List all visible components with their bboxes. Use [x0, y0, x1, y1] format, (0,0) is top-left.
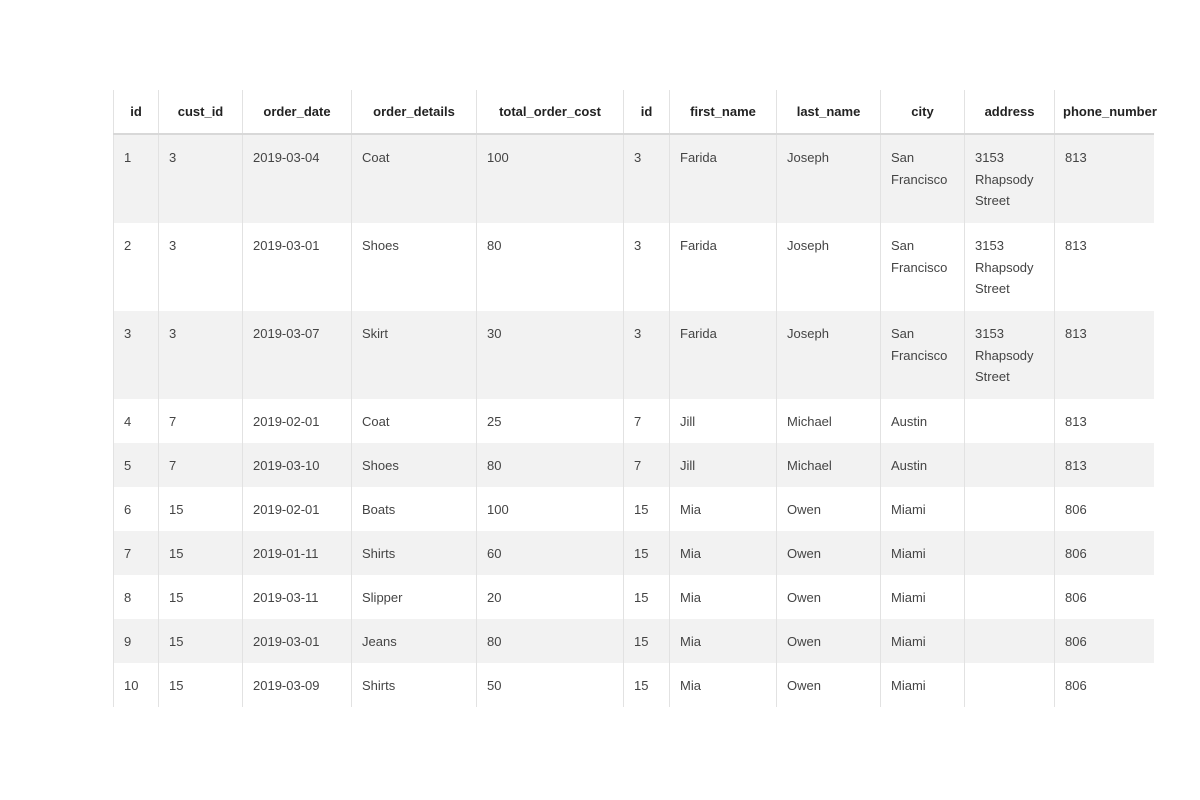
phone-number-cell: 806 [1055, 663, 1154, 707]
order-id-cell: 10 [114, 663, 159, 707]
column-header-first-name[interactable]: first_name [670, 90, 777, 134]
order-details-cell: Coat [352, 399, 477, 443]
table-row[interactable] [114, 399, 1154, 443]
order-id-cell: 3 [114, 311, 159, 399]
cust-id-cell: 15 [159, 575, 243, 619]
last-name-cell: Owen [777, 619, 881, 663]
column-header-order-date[interactable]: order_date [243, 90, 352, 134]
address-cell: 3153 Rhapsody Street [965, 311, 1055, 399]
order-id-cell: 1 [114, 134, 159, 223]
order-date-cell: 2019-02-01 [243, 399, 352, 443]
total-order-cost-cell: 80 [477, 223, 624, 311]
city-cell: Miami [881, 619, 965, 663]
customer-id-cell: 15 [624, 619, 670, 663]
order-id-cell: 4 [114, 399, 159, 443]
total-order-cost-cell: 50 [477, 663, 624, 707]
total-order-cost-cell: 100 [477, 134, 624, 223]
table-row[interactable] [114, 487, 1154, 531]
last-name-cell: Joseph [777, 134, 881, 223]
cust-id-cell: 3 [159, 223, 243, 311]
last-name-cell: Owen [777, 531, 881, 575]
phone-number-cell: 813 [1055, 223, 1154, 311]
customer-id-cell: 15 [624, 487, 670, 531]
first-name-cell: Farida [670, 223, 777, 311]
order-id-cell: 2 [114, 223, 159, 311]
cust-id-cell: 7 [159, 443, 243, 487]
first-name-cell: Mia [670, 619, 777, 663]
order-date-cell: 2019-03-09 [243, 663, 352, 707]
header-row [114, 90, 1154, 134]
cust-id-cell: 3 [159, 134, 243, 223]
results-table [113, 90, 1157, 707]
total-order-cost-cell: 80 [477, 443, 624, 487]
cust-id-cell: 15 [159, 619, 243, 663]
order-id-cell: 5 [114, 443, 159, 487]
column-header-city[interactable]: city [881, 90, 965, 134]
phone-number-cell: 813 [1055, 399, 1154, 443]
phone-number-cell: 806 [1055, 487, 1154, 531]
last-name-cell: Owen [777, 575, 881, 619]
first-name-cell: Mia [670, 663, 777, 707]
first-name-cell: Mia [670, 575, 777, 619]
address-cell [965, 663, 1055, 707]
customer-id-cell: 3 [624, 223, 670, 311]
total-order-cost-cell: 60 [477, 531, 624, 575]
city-cell: Miami [881, 663, 965, 707]
order-details-cell: Shoes [352, 443, 477, 487]
city-cell: San Francisco [881, 311, 965, 399]
total-order-cost-cell: 30 [477, 311, 624, 399]
order-details-cell: Coat [352, 134, 477, 223]
column-header-address[interactable]: address [965, 90, 1055, 134]
first-name-cell: Mia [670, 487, 777, 531]
first-name-cell: Jill [670, 443, 777, 487]
table-row[interactable] [114, 575, 1154, 619]
cust-id-cell: 3 [159, 311, 243, 399]
customer-id-cell: 15 [624, 531, 670, 575]
order-details-cell: Skirt [352, 311, 477, 399]
total-order-cost-cell: 25 [477, 399, 624, 443]
table-row[interactable] [114, 443, 1154, 487]
address-cell [965, 443, 1055, 487]
total-order-cost-cell: 20 [477, 575, 624, 619]
city-cell: San Francisco [881, 223, 965, 311]
order-details-cell: Shirts [352, 531, 477, 575]
last-name-cell: Joseph [777, 311, 881, 399]
phone-number-cell: 813 [1055, 311, 1154, 399]
last-name-cell: Joseph [777, 223, 881, 311]
total-order-cost-cell: 100 [477, 487, 624, 531]
phone-number-cell: 806 [1055, 619, 1154, 663]
order-date-cell: 2019-02-01 [243, 487, 352, 531]
address-cell [965, 619, 1055, 663]
phone-number-cell: 806 [1055, 575, 1154, 619]
city-cell: San Francisco [881, 134, 965, 223]
customer-id-cell: 15 [624, 663, 670, 707]
city-cell: Miami [881, 487, 965, 531]
cust-id-cell: 7 [159, 399, 243, 443]
order-id-cell: 9 [114, 619, 159, 663]
results-table-viewport[interactable] [113, 90, 1157, 708]
last-name-cell: Owen [777, 487, 881, 531]
customer-id-cell: 3 [624, 311, 670, 399]
cust-id-cell: 15 [159, 531, 243, 575]
table-body [114, 134, 1154, 707]
customer-id-cell: 7 [624, 399, 670, 443]
first-name-cell: Mia [670, 531, 777, 575]
order-date-cell: 2019-03-04 [243, 134, 352, 223]
table-header [114, 90, 1157, 134]
address-cell [965, 531, 1055, 575]
first-name-cell: Farida [670, 311, 777, 399]
city-cell: Austin [881, 399, 965, 443]
order-date-cell: 2019-03-01 [243, 223, 352, 311]
order-date-cell: 2019-03-07 [243, 311, 352, 399]
address-cell [965, 487, 1055, 531]
order-date-cell: 2019-01-11 [243, 531, 352, 575]
order-details-cell: Shirts [352, 663, 477, 707]
column-header-order-id[interactable]: id [114, 90, 159, 134]
phone-number-cell: 813 [1055, 443, 1154, 487]
order-date-cell: 2019-03-01 [243, 619, 352, 663]
order-details-cell: Slipper [352, 575, 477, 619]
customer-id-cell: 3 [624, 134, 670, 223]
column-header-phone-number[interactable]: phone_number [1055, 90, 1154, 134]
column-header-total-order-cost[interactable]: total_order_cost [477, 90, 624, 134]
order-date-cell: 2019-03-11 [243, 575, 352, 619]
order-details-cell: Boats [352, 487, 477, 531]
column-header-cust-id[interactable]: cust_id [159, 90, 243, 134]
address-cell [965, 399, 1055, 443]
column-header-order-details[interactable]: order_details [352, 90, 477, 134]
order-details-cell: Jeans [352, 619, 477, 663]
address-cell: 3153 Rhapsody Street [965, 134, 1055, 223]
table-row[interactable] [114, 531, 1154, 575]
phone-number-cell: 813 [1055, 134, 1154, 223]
total-order-cost-cell: 80 [477, 619, 624, 663]
first-name-cell: Farida [670, 134, 777, 223]
column-header-last-name[interactable]: last_name [777, 90, 881, 134]
table-row[interactable] [114, 134, 1154, 223]
table-row[interactable] [114, 311, 1154, 399]
order-date-cell: 2019-03-10 [243, 443, 352, 487]
address-cell [965, 575, 1055, 619]
first-name-cell: Jill [670, 399, 777, 443]
cust-id-cell: 15 [159, 663, 243, 707]
city-cell: Miami [881, 575, 965, 619]
order-details-cell: Shoes [352, 223, 477, 311]
city-cell: Austin [881, 443, 965, 487]
city-cell: Miami [881, 531, 965, 575]
column-header-customer-id[interactable]: id [624, 90, 670, 134]
last-name-cell: Michael [777, 443, 881, 487]
table-row[interactable] [114, 663, 1154, 707]
last-name-cell: Owen [777, 663, 881, 707]
table-row[interactable] [114, 619, 1154, 663]
order-id-cell: 8 [114, 575, 159, 619]
table-row[interactable] [114, 223, 1154, 311]
cust-id-cell: 15 [159, 487, 243, 531]
last-name-cell: Michael [777, 399, 881, 443]
address-cell: 3153 Rhapsody Street [965, 223, 1055, 311]
order-id-cell: 6 [114, 487, 159, 531]
order-id-cell: 7 [114, 531, 159, 575]
customer-id-cell: 15 [624, 575, 670, 619]
phone-number-cell: 806 [1055, 531, 1154, 575]
customer-id-cell: 7 [624, 443, 670, 487]
